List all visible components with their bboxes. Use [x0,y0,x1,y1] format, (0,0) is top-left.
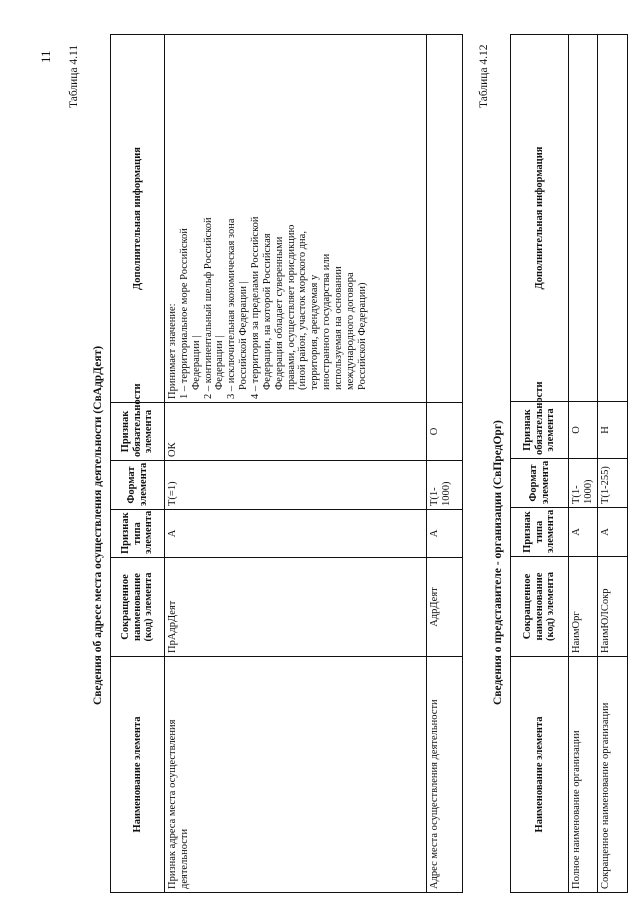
table-4-11-label: Таблица 4.11 [68,44,80,108]
cell-code: НаимОрг [569,557,598,657]
info-item-cont: Федерации | [214,335,226,390]
info-item-cont: Российской Федерации | [238,281,250,390]
cell-format: Т(=1) [165,461,427,510]
cell-code: АдрДеят [427,558,463,657]
info-item-cont: Российской Федерации) [356,282,368,390]
table-row [597,35,627,893]
info-item-cont: Федерации | [190,335,202,390]
table-header-row [111,35,165,893]
table-4-12-title: Сведения о представителе - организации (СвПредОрг) [492,420,504,705]
cell-name: Адрес места осуществления деятельности [427,657,463,893]
table-row [165,35,427,893]
cell-format: Т(1-1000) [569,459,598,508]
info-item: 1 – территориальное море Российской [178,228,190,399]
header-type: Признак типа элемента [511,508,569,557]
cell-required: Н [597,402,627,459]
cell-format: Т(1-1000) [427,461,463,510]
cell-required: О [569,402,598,459]
info-item: 2 – континентальный шельф Российской [202,217,214,399]
info-item-cont: правами, осуществляет юрисдикцию [285,224,297,390]
info-item-cont: иностранного государства или [321,253,333,390]
cell-required: О [427,403,463,461]
cell-name: Признак адреса места осуществления деятельности [165,657,427,893]
table-4-12 [510,34,628,893]
cell-required: ОК [165,403,427,461]
info-item-cont: используемая на основании [333,266,345,390]
cell-info [165,35,427,403]
header-name: Наименование элемента [511,657,569,893]
info-item-cont: международного договора [344,272,356,390]
table-4-11 [110,34,463,893]
cell-format: Т(1-255) [597,459,627,508]
cell-name: Сокращенное наименование организации [597,657,627,893]
header-required: Признак обязательности элемента [111,403,165,461]
cell-name: Полное наименование организации [569,657,598,893]
header-code: Сокращенное наименование (код) элемента [111,558,165,657]
header-info: Дополнительная информация [511,35,569,402]
table-4-11-title: Сведения об адресе места осуществления деятельности (СвАдрДеят) [92,345,104,705]
header-name: Наименование элемента [111,657,165,893]
info-item: 3 – исключительная экономическая зона [226,218,238,399]
table-row [569,35,598,893]
cell-info [427,35,463,403]
info-item-cont: территория, арендуемая у [309,274,321,390]
info-item-cont: Федерация обладает суверенными [273,236,285,390]
cell-code: НаимЮЛСокр [597,557,627,657]
cell-type: А [569,508,598,557]
info-item-cont: (иной район, участок морского дна, [297,231,309,390]
cell-type: А [597,508,627,557]
info-item: 4 – территория за пределами Российской [250,216,262,399]
cell-type: А [165,510,427,558]
info-intro: Принимает значение: [167,303,178,399]
header-format: Формат элемента [111,461,165,510]
cell-info [597,35,627,402]
table-4-12-label: Таблица 4.12 [478,44,490,108]
table-header-row [511,35,569,893]
cell-info [569,35,598,402]
cell-type: А [427,510,463,558]
header-format: Формат элемента [511,459,569,508]
table-row [427,35,463,893]
header-info: Дополнительная информация [111,35,165,403]
info-item-cont: Федерации, на которой Российская [261,233,273,390]
page-number: 11 [38,50,53,63]
header-type: Признак типа элемента [111,510,165,558]
header-required: Признак обязательности элемента [511,402,569,459]
cell-code: ПрАдрДеят [165,558,427,657]
header-code: Сокращенное наименование (код) элемента [511,557,569,657]
